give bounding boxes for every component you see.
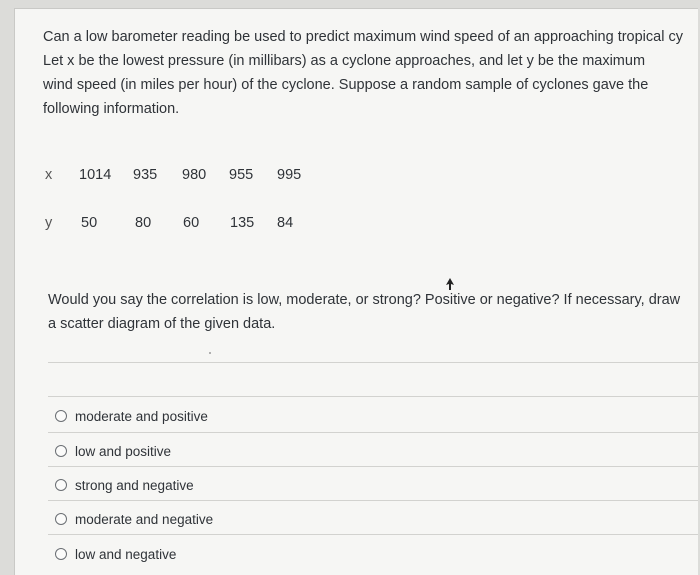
x-label: x [45,167,53,183]
option-strong-negative[interactable] [55,475,194,495]
question-line: a scatter diagram of the given data. [48,316,276,332]
question-line: Would you say the correlation is low, moderate, or strong? Positive or negative? If necessary, draw [48,292,681,308]
radio-button[interactable] [55,445,67,457]
option-low-negative[interactable] [55,544,176,564]
option-label: strong and negative [75,477,194,493]
option-moderate-positive[interactable] [55,406,208,426]
x-value: 1014 [79,167,112,183]
y-value: 135 [230,215,255,231]
divider [48,466,698,467]
radio-button[interactable] [55,548,67,560]
stray-dot [209,352,211,354]
x-value: 955 [229,167,254,183]
problem-line: following information. [43,101,180,117]
problem-text [43,25,698,121]
option-label: moderate and positive [75,408,208,424]
question-card [14,8,698,575]
option-low-positive[interactable] [55,441,171,461]
y-value: 60 [183,215,200,231]
divider [48,396,698,397]
option-label: low and positive [75,443,172,459]
x-value: 935 [133,167,158,183]
option-label: low and negative [75,546,177,562]
x-value: 980 [182,167,207,183]
question-text [48,288,698,336]
y-value: 84 [277,215,294,231]
radio-button[interactable] [55,513,67,525]
divider [48,432,698,433]
divider [48,500,698,501]
option-label: moderate and negative [75,511,214,527]
radio-button[interactable] [55,479,67,491]
problem-line: wind speed (in miles per hour) of the cyclone. Suppose a random sample of cyclones gave the [43,77,649,93]
problem-line: Let x be the lowest pressure (in millibars) as a cyclone approaches, and let y be the maximum [43,53,646,69]
problem-line: Can a low barometer reading be used to predict maximum wind speed of an approaching tropical cy [43,29,683,45]
divider [48,362,698,363]
option-moderate-negative[interactable] [55,509,213,529]
radio-button[interactable] [55,410,67,422]
x-value: 995 [277,167,302,183]
y-value: 80 [135,215,152,231]
divider [48,534,698,535]
y-value: 50 [81,215,98,231]
y-label: y [45,215,53,231]
